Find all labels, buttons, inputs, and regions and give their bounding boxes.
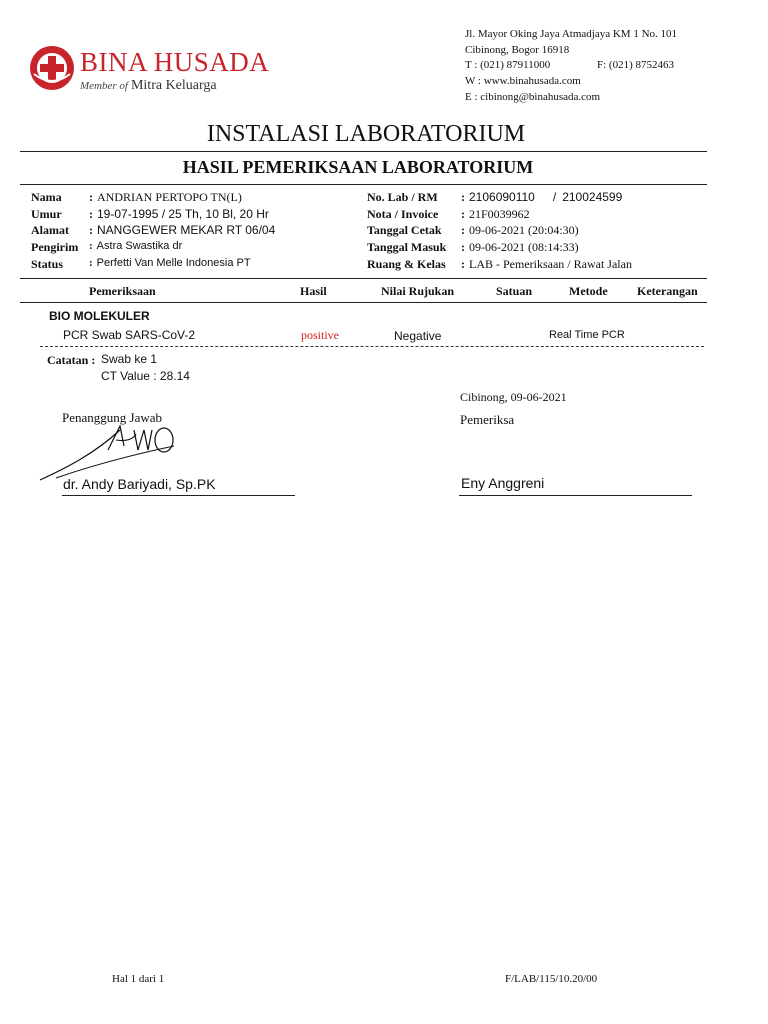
cell-pemeriksaan: PCR Swab SARS-CoV-2 bbox=[63, 328, 196, 342]
label-umur: Umur bbox=[31, 207, 62, 221]
column-header-pemeriksaan: Pemeriksaan bbox=[89, 284, 156, 298]
notes-label: Catatan : bbox=[47, 353, 96, 367]
label-ruang-kelas: Ruang & Kelas bbox=[367, 257, 446, 271]
value-status: : Perfetti Van Melle Indonesia PT bbox=[89, 257, 251, 269]
notes-line-1: Swab ke 1 bbox=[101, 352, 158, 366]
value-ruang-kelas: : LAB - Pemeriksaan / Rawat Jalan bbox=[461, 257, 632, 271]
label-status: Status bbox=[31, 257, 64, 271]
left-signature-title: Penanggung Jawab bbox=[62, 410, 163, 425]
document-title: INSTALASI LABORATORIUM bbox=[206, 121, 526, 147]
label-tanggal-cetak: Tanggal Cetak bbox=[367, 223, 442, 237]
label-no-lab: No. Lab / RM bbox=[367, 190, 438, 204]
value-rm: 210024599 bbox=[562, 190, 623, 204]
right-signature-title: Pemeriksa bbox=[460, 412, 515, 427]
cell-nilai-rujukan: Negative bbox=[394, 329, 442, 343]
hospital-logo bbox=[22, 40, 278, 100]
right-signature-line bbox=[459, 495, 692, 496]
section-bio-molekuler: BIO MOLEKULER bbox=[49, 309, 150, 323]
member-prefix: Member of bbox=[80, 80, 128, 92]
fax-number: F: (021) 8752463 bbox=[597, 59, 674, 71]
hospital-name: BINA HUSADA bbox=[80, 47, 270, 77]
bina-husada-emblem-icon bbox=[28, 44, 76, 92]
column-header-nilai-rujukan: Nilai Rujukan bbox=[381, 284, 455, 298]
member-of-text bbox=[80, 78, 217, 94]
place-date: Cibinong, 09-06-2021 bbox=[460, 390, 567, 404]
value-tanggal-masuk: : 09-06-2021 (08:14:33) bbox=[461, 240, 579, 254]
value-umur: : 19-07-1995 / 25 Th, 10 Bl, 20 Hr bbox=[89, 207, 269, 221]
header-divider bbox=[20, 184, 707, 185]
table-header-divider bbox=[20, 302, 707, 303]
column-header-metode: Metode bbox=[569, 284, 608, 298]
value-tanggal-cetak: : 09-06-2021 (20:04:30) bbox=[461, 223, 579, 237]
value-pengirim: : Astra Swastika dr bbox=[89, 240, 183, 252]
address-line-2: Cibinong, Bogor 16918 bbox=[465, 44, 570, 56]
column-header-hasil: Hasil bbox=[300, 284, 327, 298]
page-number: Hal 1 dari 1 bbox=[112, 973, 165, 985]
title-divider bbox=[20, 151, 707, 152]
document-subtitle: HASIL PEMERIKSAAN LABORATORIUM bbox=[182, 157, 534, 177]
value-alamat: : NANGGEWER MEKAR RT 06/04 bbox=[89, 223, 276, 237]
website: W : www.binahusada.com bbox=[465, 75, 581, 87]
row-dashed-divider bbox=[40, 346, 704, 347]
label-pengirim: Pengirim bbox=[31, 240, 79, 254]
right-signer-name: Eny Anggreni bbox=[461, 475, 545, 491]
label-nota: Nota / Invoice bbox=[367, 207, 439, 221]
label-nama: Nama bbox=[31, 190, 62, 204]
value-no-lab: : 2106090110 / 210024599 bbox=[461, 190, 623, 204]
email: E : cibinong@binahusada.com bbox=[465, 91, 601, 103]
phone-number: T : (021) 87911000 bbox=[465, 59, 551, 71]
form-code: F/LAB/115/10.20/00 bbox=[505, 973, 598, 985]
member-group: Mitra Keluarga bbox=[130, 78, 217, 93]
cell-metode: Real Time PCR bbox=[549, 329, 625, 341]
column-header-keterangan: Keterangan bbox=[637, 284, 698, 298]
address-line-1: Jl. Mayor Oking Jaya Atmadjaya KM 1 No. 101 bbox=[465, 28, 678, 40]
cell-hasil: positive bbox=[301, 328, 339, 342]
value-nama: : ANDRIAN PERTOPO TN(L) bbox=[89, 190, 242, 204]
value-nota: : 21F0039962 bbox=[461, 207, 530, 221]
notes-line-2: CT Value : 28.14 bbox=[101, 369, 190, 383]
label-tanggal-masuk: Tanggal Masuk bbox=[367, 240, 447, 254]
column-header-satuan: Satuan bbox=[496, 284, 533, 298]
info-divider bbox=[20, 278, 707, 279]
left-signer-name: dr. Andy Bariyadi, Sp.PK bbox=[63, 476, 216, 492]
left-signature-line bbox=[62, 495, 295, 496]
label-alamat: Alamat bbox=[31, 223, 69, 237]
